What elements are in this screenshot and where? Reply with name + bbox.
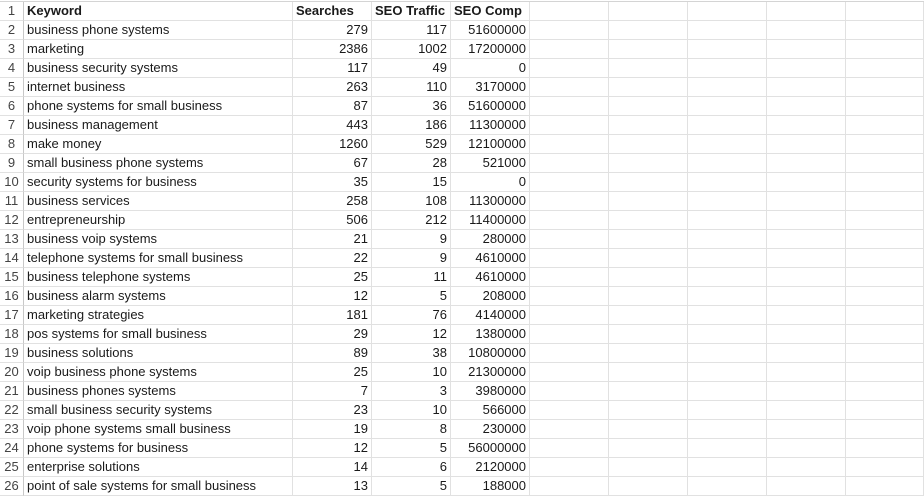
seo-comp-cell[interactable]: 3170000: [451, 78, 530, 97]
table-row: [0, 325, 924, 344]
empty-cell[interactable]: [846, 401, 924, 420]
empty-cell[interactable]: [846, 173, 924, 192]
empty-cell[interactable]: [688, 135, 767, 154]
empty-cell[interactable]: [688, 439, 767, 458]
keyword-cell[interactable]: entrepreneurship: [24, 211, 293, 230]
empty-cell[interactable]: [688, 287, 767, 306]
keyword-cell[interactable]: internet business: [24, 78, 293, 97]
empty-cell[interactable]: [767, 401, 846, 420]
table-row: [0, 363, 924, 382]
empty-cell[interactable]: [767, 420, 846, 439]
row-number[interactable]: 5: [0, 78, 24, 97]
empty-cell[interactable]: [609, 40, 688, 59]
keyword-cell[interactable]: business security systems: [24, 59, 293, 78]
table-row: [0, 78, 924, 97]
row-number[interactable]: 6: [0, 97, 24, 116]
seo-traffic-cell[interactable]: 8: [372, 420, 451, 439]
empty-cell[interactable]: [767, 116, 846, 135]
empty-cell[interactable]: [609, 59, 688, 78]
searches-cell[interactable]: 35: [293, 173, 372, 192]
keyword-cell[interactable]: business phone systems: [24, 21, 293, 40]
empty-cell[interactable]: [688, 78, 767, 97]
seo-traffic-cell[interactable]: 108: [372, 192, 451, 211]
empty-cell[interactable]: [530, 192, 609, 211]
empty-cell[interactable]: [767, 173, 846, 192]
empty-cell[interactable]: [767, 458, 846, 477]
empty-cell[interactable]: [609, 78, 688, 97]
keyword-cell[interactable]: marketing: [24, 40, 293, 59]
empty-cell[interactable]: [767, 363, 846, 382]
seo-comp-cell[interactable]: 521000: [451, 154, 530, 173]
seo-comp-cell[interactable]: 4140000: [451, 306, 530, 325]
searches-cell[interactable]: 12: [293, 287, 372, 306]
searches-cell[interactable]: 22: [293, 249, 372, 268]
empty-cell[interactable]: [609, 173, 688, 192]
keyword-cell[interactable]: business voip systems: [24, 230, 293, 249]
empty-cell[interactable]: [688, 59, 767, 78]
keyword-cell[interactable]: business services: [24, 192, 293, 211]
seo-comp-cell[interactable]: 11300000: [451, 116, 530, 135]
keyword-cell[interactable]: phone systems for small business: [24, 97, 293, 116]
keyword-cell[interactable]: enterprise solutions: [24, 458, 293, 477]
empty-cell[interactable]: [767, 439, 846, 458]
empty-cell[interactable]: [609, 344, 688, 363]
seo-comp-cell[interactable]: 11300000: [451, 192, 530, 211]
keyword-cell[interactable]: business phones systems: [24, 382, 293, 401]
seo-traffic-cell[interactable]: 117: [372, 21, 451, 40]
searches-cell[interactable]: 279: [293, 21, 372, 40]
empty-cell[interactable]: [767, 135, 846, 154]
empty-cell[interactable]: [688, 2, 767, 21]
row-number[interactable]: 10: [0, 173, 24, 192]
header-row: [0, 2, 924, 21]
empty-cell[interactable]: [846, 287, 924, 306]
keyword-cell[interactable]: make money: [24, 135, 293, 154]
empty-cell[interactable]: [767, 40, 846, 59]
empty-cell[interactable]: [688, 401, 767, 420]
seo-comp-cell[interactable]: 2120000: [451, 458, 530, 477]
table-row: [0, 477, 924, 496]
row-number[interactable]: 22: [0, 401, 24, 420]
empty-cell[interactable]: [530, 344, 609, 363]
seo-comp-cell[interactable]: 1380000: [451, 325, 530, 344]
seo-traffic-cell[interactable]: 12: [372, 325, 451, 344]
empty-cell[interactable]: [530, 420, 609, 439]
keyword-cell[interactable]: telephone systems for small business: [24, 249, 293, 268]
seo-traffic-cell[interactable]: 11: [372, 268, 451, 287]
empty-cell[interactable]: [846, 363, 924, 382]
empty-cell[interactable]: [846, 21, 924, 40]
empty-cell[interactable]: [530, 154, 609, 173]
header-searches[interactable]: Searches: [293, 2, 372, 21]
searches-cell[interactable]: 13: [293, 477, 372, 496]
empty-cell[interactable]: [530, 230, 609, 249]
empty-cell[interactable]: [846, 230, 924, 249]
empty-cell[interactable]: [688, 40, 767, 59]
seo-comp-cell[interactable]: 0: [451, 173, 530, 192]
empty-cell[interactable]: [609, 287, 688, 306]
seo-comp-cell[interactable]: 230000: [451, 420, 530, 439]
empty-cell[interactable]: [530, 363, 609, 382]
empty-cell[interactable]: [530, 135, 609, 154]
empty-cell[interactable]: [609, 420, 688, 439]
seo-traffic-cell[interactable]: 6: [372, 458, 451, 477]
seo-comp-cell[interactable]: 12100000: [451, 135, 530, 154]
empty-cell[interactable]: [846, 420, 924, 439]
seo-traffic-cell[interactable]: 38: [372, 344, 451, 363]
empty-cell[interactable]: [530, 439, 609, 458]
seo-comp-cell[interactable]: 56000000: [451, 439, 530, 458]
empty-cell[interactable]: [846, 59, 924, 78]
empty-cell[interactable]: [846, 154, 924, 173]
searches-cell[interactable]: 181: [293, 306, 372, 325]
empty-cell[interactable]: [609, 306, 688, 325]
header-seo-traffic[interactable]: SEO Traffic: [372, 2, 451, 21]
table-row: [0, 344, 924, 363]
table-row: [0, 439, 924, 458]
seo-traffic-cell[interactable]: 529: [372, 135, 451, 154]
table-row: [0, 40, 924, 59]
empty-cell[interactable]: [767, 21, 846, 40]
row-number[interactable]: 26: [0, 477, 24, 496]
empty-cell[interactable]: [688, 173, 767, 192]
row-number[interactable]: 8: [0, 135, 24, 154]
searches-cell[interactable]: 87: [293, 97, 372, 116]
empty-cell[interactable]: [530, 287, 609, 306]
seo-comp-cell[interactable]: 4610000: [451, 268, 530, 287]
empty-cell[interactable]: [846, 135, 924, 154]
empty-cell[interactable]: [767, 2, 846, 21]
empty-cell[interactable]: [767, 97, 846, 116]
table-row: [0, 249, 924, 268]
row-number[interactable]: 11: [0, 192, 24, 211]
empty-cell[interactable]: [609, 154, 688, 173]
row-number[interactable]: 2: [0, 21, 24, 40]
empty-cell[interactable]: [609, 21, 688, 40]
seo-comp-cell[interactable]: 188000: [451, 477, 530, 496]
empty-cell[interactable]: [609, 439, 688, 458]
seo-comp-cell[interactable]: 11400000: [451, 211, 530, 230]
searches-cell[interactable]: 7: [293, 382, 372, 401]
searches-cell[interactable]: 89: [293, 344, 372, 363]
empty-cell[interactable]: [530, 173, 609, 192]
table-row: [0, 230, 924, 249]
searches-cell[interactable]: 2386: [293, 40, 372, 59]
empty-cell[interactable]: [846, 40, 924, 59]
table-row: [0, 135, 924, 154]
searches-cell[interactable]: 23: [293, 401, 372, 420]
empty-cell[interactable]: [846, 268, 924, 287]
empty-cell[interactable]: [530, 268, 609, 287]
table-row: [0, 192, 924, 211]
empty-cell[interactable]: [530, 2, 609, 21]
table-row: [0, 287, 924, 306]
empty-cell[interactable]: [846, 249, 924, 268]
seo-traffic-cell[interactable]: 3: [372, 382, 451, 401]
empty-cell[interactable]: [609, 325, 688, 344]
keyword-cell[interactable]: voip phone systems small business: [24, 420, 293, 439]
empty-cell[interactable]: [767, 59, 846, 78]
row-number[interactable]: 12: [0, 211, 24, 230]
searches-cell[interactable]: 117: [293, 59, 372, 78]
empty-cell[interactable]: [767, 268, 846, 287]
empty-cell[interactable]: [688, 97, 767, 116]
seo-comp-cell[interactable]: 51600000: [451, 21, 530, 40]
empty-cell[interactable]: [688, 344, 767, 363]
empty-cell[interactable]: [846, 211, 924, 230]
seo-comp-cell[interactable]: 51600000: [451, 97, 530, 116]
empty-cell[interactable]: [846, 439, 924, 458]
empty-cell[interactable]: [767, 154, 846, 173]
table-row: [0, 420, 924, 439]
searches-cell[interactable]: 19: [293, 420, 372, 439]
table-row: [0, 268, 924, 287]
keyword-cell[interactable]: business telephone systems: [24, 268, 293, 287]
table-row: [0, 97, 924, 116]
empty-cell[interactable]: [846, 116, 924, 135]
empty-cell[interactable]: [530, 97, 609, 116]
seo-traffic-cell[interactable]: 1002: [372, 40, 451, 59]
empty-cell[interactable]: [846, 192, 924, 211]
empty-cell[interactable]: [609, 477, 688, 496]
empty-cell[interactable]: [767, 306, 846, 325]
table-row: [0, 306, 924, 325]
empty-cell[interactable]: [609, 382, 688, 401]
seo-comp-cell[interactable]: 566000: [451, 401, 530, 420]
empty-cell[interactable]: [530, 477, 609, 496]
empty-cell[interactable]: [688, 154, 767, 173]
seo-traffic-cell[interactable]: 186: [372, 116, 451, 135]
seo-traffic-cell[interactable]: 15: [372, 173, 451, 192]
empty-cell[interactable]: [609, 458, 688, 477]
table-row: [0, 59, 924, 78]
seo-comp-cell[interactable]: 4610000: [451, 249, 530, 268]
seo-traffic-cell[interactable]: 10: [372, 363, 451, 382]
empty-cell[interactable]: [688, 325, 767, 344]
seo-comp-cell[interactable]: 21300000: [451, 363, 530, 382]
empty-cell[interactable]: [609, 116, 688, 135]
empty-cell[interactable]: [530, 249, 609, 268]
empty-cell[interactable]: [530, 306, 609, 325]
empty-cell[interactable]: [530, 382, 609, 401]
keyword-cell[interactable]: business alarm systems: [24, 287, 293, 306]
empty-cell[interactable]: [688, 268, 767, 287]
searches-cell[interactable]: 263: [293, 78, 372, 97]
table-row: [0, 173, 924, 192]
searches-cell[interactable]: 12: [293, 439, 372, 458]
row-number[interactable]: 20: [0, 363, 24, 382]
searches-cell[interactable]: 67: [293, 154, 372, 173]
empty-cell[interactable]: [767, 230, 846, 249]
row-number[interactable]: 25: [0, 458, 24, 477]
seo-traffic-cell[interactable]: 212: [372, 211, 451, 230]
empty-cell[interactable]: [767, 382, 846, 401]
empty-cell[interactable]: [609, 363, 688, 382]
seo-traffic-cell[interactable]: 110: [372, 78, 451, 97]
empty-cell[interactable]: [609, 230, 688, 249]
row-number[interactable]: 21: [0, 382, 24, 401]
empty-cell[interactable]: [767, 344, 846, 363]
row-number[interactable]: 23: [0, 420, 24, 439]
searches-cell[interactable]: 29: [293, 325, 372, 344]
row-number[interactable]: 18: [0, 325, 24, 344]
searches-cell[interactable]: 14: [293, 458, 372, 477]
empty-cell[interactable]: [688, 21, 767, 40]
empty-cell[interactable]: [609, 268, 688, 287]
empty-cell[interactable]: [609, 97, 688, 116]
seo-traffic-cell[interactable]: 10: [372, 401, 451, 420]
searches-cell[interactable]: 258: [293, 192, 372, 211]
keyword-cell[interactable]: marketing strategies: [24, 306, 293, 325]
keyword-cell[interactable]: small business security systems: [24, 401, 293, 420]
row-number[interactable]: 3: [0, 40, 24, 59]
empty-cell[interactable]: [530, 78, 609, 97]
empty-cell[interactable]: [688, 230, 767, 249]
searches-cell[interactable]: 21: [293, 230, 372, 249]
table-row: [0, 154, 924, 173]
keyword-cell[interactable]: voip business phone systems: [24, 363, 293, 382]
empty-cell[interactable]: [688, 192, 767, 211]
empty-cell[interactable]: [767, 325, 846, 344]
keyword-cell[interactable]: phone systems for business: [24, 439, 293, 458]
table-row: [0, 116, 924, 135]
seo-traffic-cell[interactable]: 9: [372, 249, 451, 268]
empty-cell[interactable]: [767, 78, 846, 97]
searches-cell[interactable]: 25: [293, 363, 372, 382]
empty-cell[interactable]: [530, 458, 609, 477]
empty-cell[interactable]: [530, 401, 609, 420]
empty-cell[interactable]: [846, 2, 924, 21]
empty-cell[interactable]: [530, 21, 609, 40]
row-number[interactable]: 9: [0, 154, 24, 173]
seo-traffic-cell[interactable]: 5: [372, 439, 451, 458]
searches-cell[interactable]: 506: [293, 211, 372, 230]
row-number[interactable]: 16: [0, 287, 24, 306]
empty-cell[interactable]: [688, 458, 767, 477]
empty-cell[interactable]: [846, 382, 924, 401]
empty-cell[interactable]: [688, 420, 767, 439]
row-number[interactable]: 7: [0, 116, 24, 135]
row-number[interactable]: 13: [0, 230, 24, 249]
empty-cell[interactable]: [767, 477, 846, 496]
row-number[interactable]: 4: [0, 59, 24, 78]
empty-cell[interactable]: [609, 2, 688, 21]
seo-comp-cell[interactable]: 0: [451, 59, 530, 78]
empty-cell[interactable]: [609, 192, 688, 211]
empty-cell[interactable]: [530, 211, 609, 230]
row-number[interactable]: 19: [0, 344, 24, 363]
empty-cell[interactable]: [530, 40, 609, 59]
empty-cell[interactable]: [688, 306, 767, 325]
seo-traffic-cell[interactable]: 9: [372, 230, 451, 249]
row-number[interactable]: 14: [0, 249, 24, 268]
empty-cell[interactable]: [846, 458, 924, 477]
empty-cell[interactable]: [609, 401, 688, 420]
seo-comp-cell[interactable]: 3980000: [451, 382, 530, 401]
seo-comp-cell[interactable]: 10800000: [451, 344, 530, 363]
empty-cell[interactable]: [846, 78, 924, 97]
empty-cell[interactable]: [688, 477, 767, 496]
empty-cell[interactable]: [530, 116, 609, 135]
empty-cell[interactable]: [688, 382, 767, 401]
empty-cell[interactable]: [688, 211, 767, 230]
table-row: [0, 382, 924, 401]
table-row: [0, 211, 924, 230]
empty-cell[interactable]: [767, 249, 846, 268]
empty-cell[interactable]: [767, 192, 846, 211]
empty-cell[interactable]: [688, 249, 767, 268]
empty-cell[interactable]: [846, 97, 924, 116]
row-number[interactable]: 17: [0, 306, 24, 325]
searches-cell[interactable]: 25: [293, 268, 372, 287]
seo-traffic-cell[interactable]: 49: [372, 59, 451, 78]
row-number[interactable]: 15: [0, 268, 24, 287]
seo-traffic-cell[interactable]: 28: [372, 154, 451, 173]
empty-cell[interactable]: [846, 325, 924, 344]
keyword-cell[interactable]: pos systems for small business: [24, 325, 293, 344]
empty-cell[interactable]: [688, 116, 767, 135]
keyword-cell[interactable]: business management: [24, 116, 293, 135]
keyword-cell[interactable]: point of sale systems for small business: [24, 477, 293, 496]
seo-comp-cell[interactable]: 17200000: [451, 40, 530, 59]
table-row: [0, 401, 924, 420]
seo-comp-cell[interactable]: 280000: [451, 230, 530, 249]
empty-cell[interactable]: [767, 287, 846, 306]
table-row: [0, 458, 924, 477]
table-row: [0, 21, 924, 40]
row-number[interactable]: 24: [0, 439, 24, 458]
keyword-cell[interactable]: small business phone systems: [24, 154, 293, 173]
keyword-cell[interactable]: security systems for business: [24, 173, 293, 192]
searches-cell[interactable]: 443: [293, 116, 372, 135]
empty-cell[interactable]: [846, 477, 924, 496]
seo-traffic-cell[interactable]: 5: [372, 477, 451, 496]
empty-cell[interactable]: [688, 363, 767, 382]
empty-cell[interactable]: [609, 249, 688, 268]
empty-cell[interactable]: [609, 135, 688, 154]
empty-cell[interactable]: [530, 325, 609, 344]
seo-traffic-cell[interactable]: 76: [372, 306, 451, 325]
seo-traffic-cell[interactable]: 5: [372, 287, 451, 306]
empty-cell[interactable]: [609, 211, 688, 230]
seo-comp-cell[interactable]: 208000: [451, 287, 530, 306]
empty-cell[interactable]: [767, 211, 846, 230]
searches-cell[interactable]: 1260: [293, 135, 372, 154]
spreadsheet-grid: [0, 1, 924, 496]
keyword-cell[interactable]: business solutions: [24, 344, 293, 363]
seo-traffic-cell[interactable]: 36: [372, 97, 451, 116]
header-seo-comp[interactable]: SEO Comp: [451, 2, 530, 21]
header-keyword[interactable]: Keyword: [24, 2, 293, 21]
row-number[interactable]: 1: [0, 2, 24, 21]
empty-cell[interactable]: [530, 59, 609, 78]
empty-cell[interactable]: [846, 306, 924, 325]
empty-cell[interactable]: [846, 344, 924, 363]
